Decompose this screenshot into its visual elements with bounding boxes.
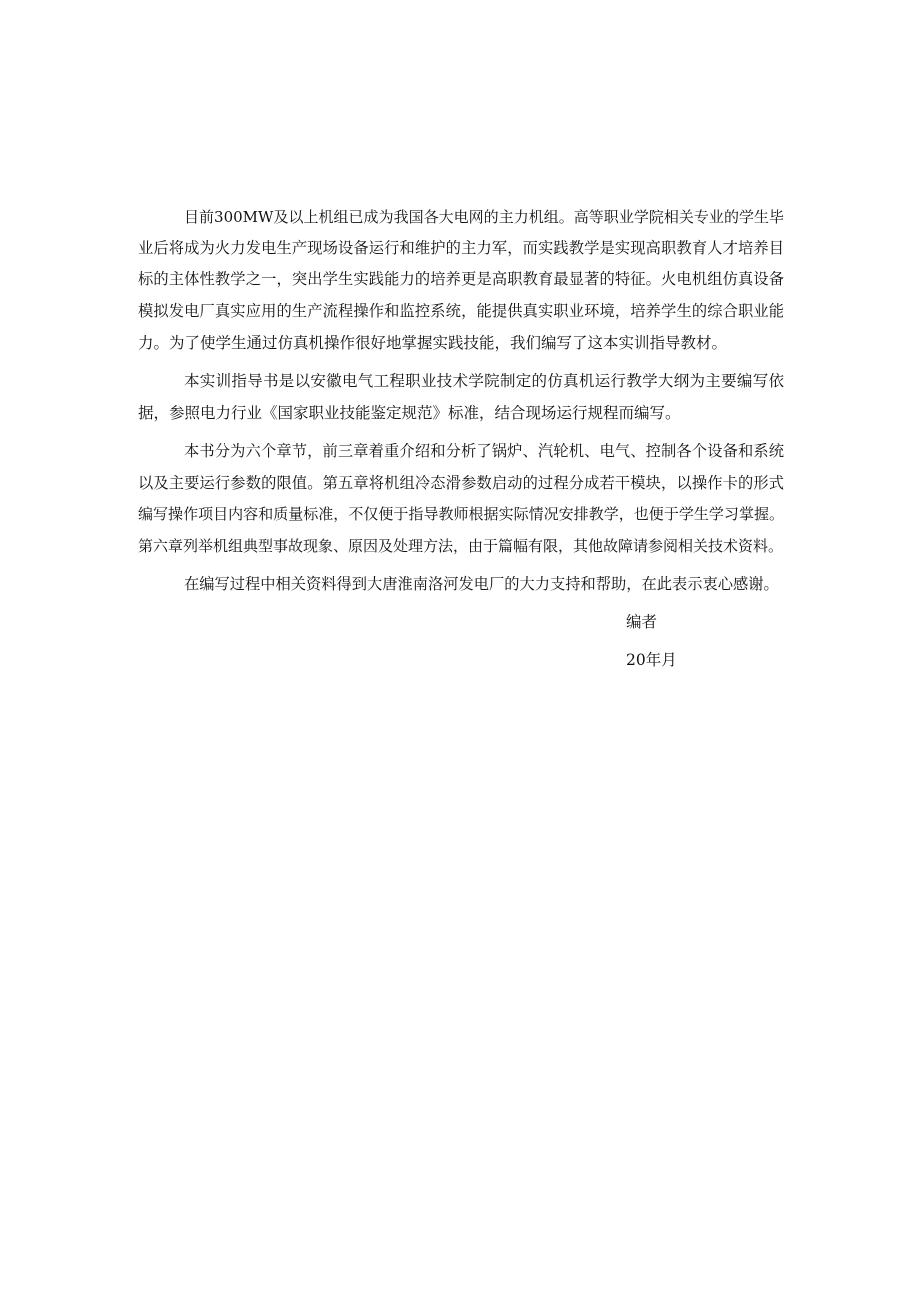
- paragraph-1-line-5: 力。为了使学生通过仿真机操作很好地掌握实践技能，我们编写了这本实训指导教材。: [138, 334, 728, 352]
- paragraph-2-line-2: 据，参照电力行业《国家职业技能鉴定规范》标准，结合现场运行规程而编写。: [138, 404, 681, 422]
- paragraph-1-line-4: 模拟发电厂真实应用的生产流程操作和监控系统，能提供真实职业环境，培养学生的综合职业能: [138, 302, 784, 320]
- paragraph-2-line-1: 本实训指导书是以安徽电气工程职业技术学院制定的仿真机运行教学大纲为主要编写依: [184, 372, 784, 390]
- paragraph-3-line-1: 本书分为六个章节，前三章着重介绍和分析了锅炉、汽轮机、电气、控制各个设备和系统: [184, 442, 784, 460]
- paragraph-3-line-3: 编写操作项目内容和质量标准，不仅便于指导教师根据实际情况安排教学，也便于学生学习掌握。: [138, 505, 784, 523]
- paragraph-1-line-3: 标的主体性教学之一，突出学生实践能力的培养更是高职教育最显著的特征。火电机组仿真设备: [138, 270, 784, 288]
- paragraph-4-line-1: 在编写过程中相关资料得到大唐淮南洛河发电厂的大力支持和帮助，在此表示衷心感谢。: [184, 575, 779, 593]
- date-signature: 20年月: [626, 651, 677, 669]
- author-signature: 编者: [626, 613, 658, 631]
- paragraph-1-line-1: 目前300MW及以上机组已成为我国各大电网的主力机组。高等职业学院相关专业的学生毕: [184, 208, 784, 226]
- paragraph-3-line-4: 第六章列举机组典型事故现象、原因及处理方法，由于篇幅有限，其他故障请参阅相关技术资料。: [138, 537, 784, 555]
- paragraph-3-line-2: 以及主要运行参数的限值。第五章将机组冷态滑参数启动的过程分成若干模块，以操作卡的形式: [138, 474, 784, 492]
- paragraph-1-line-2: 业后将成为火力发电生产现场设备运行和维护的主力军，而实践教学是实现高职教育人才培养目: [138, 239, 784, 257]
